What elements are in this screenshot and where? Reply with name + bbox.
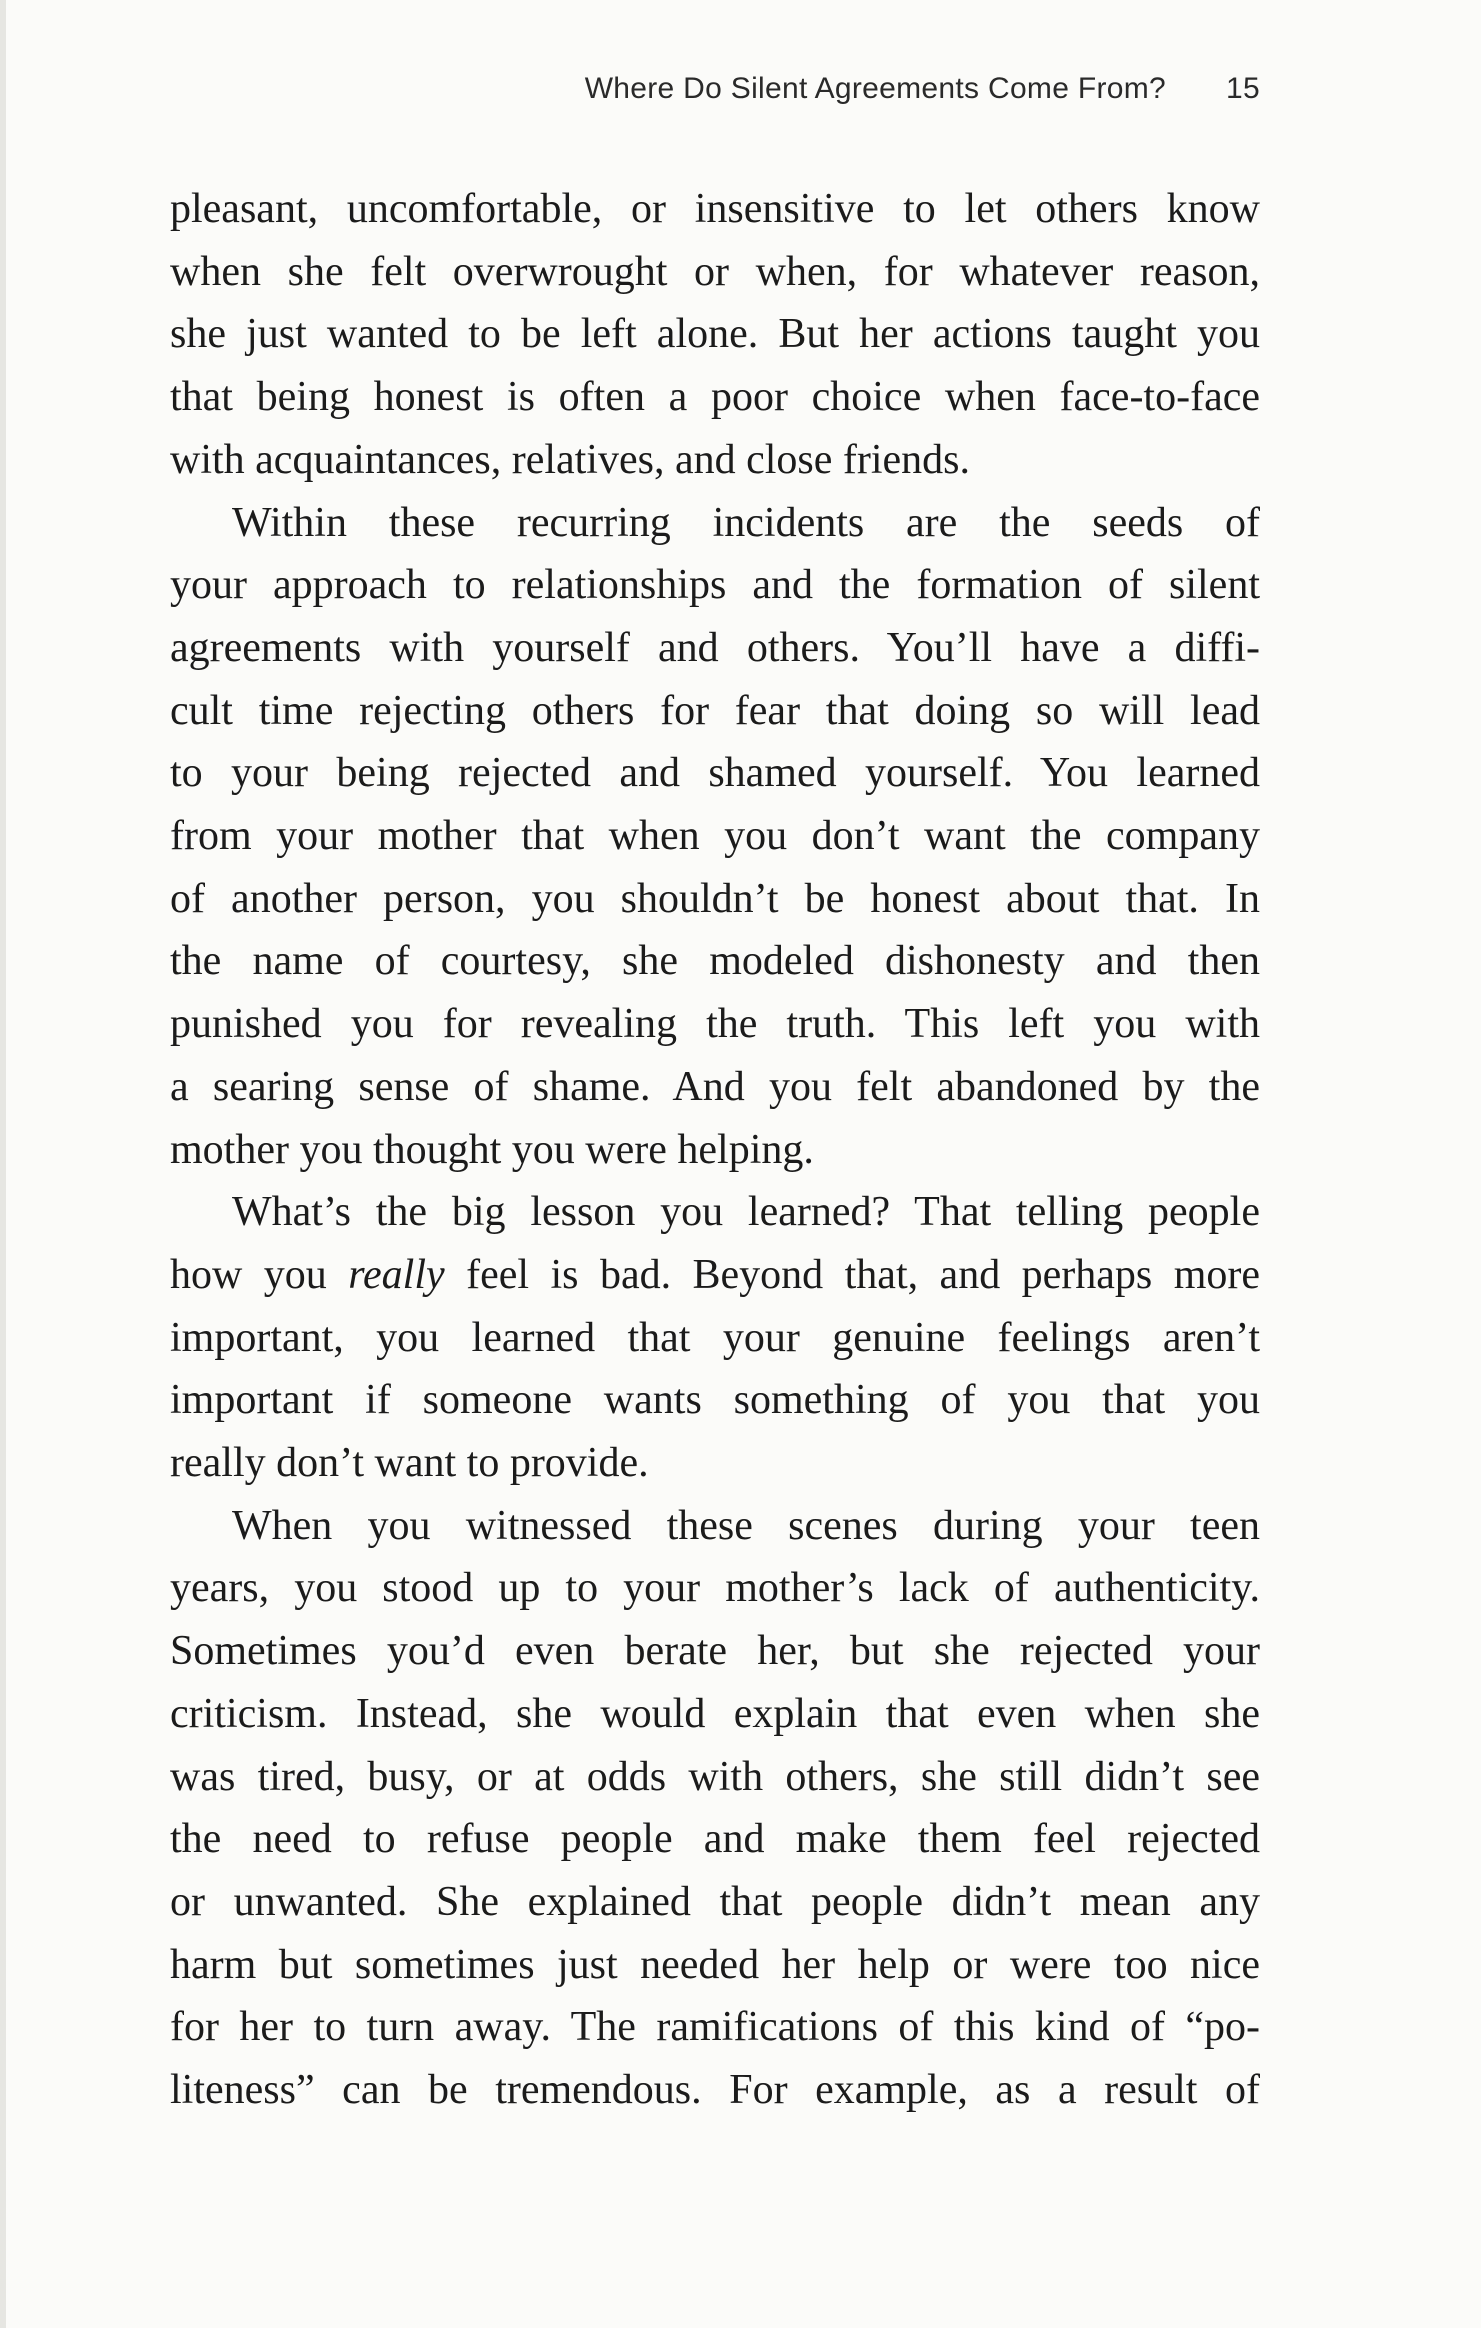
text-line: with acquaintances, relatives, and close friends.	[170, 436, 971, 483]
running-title: Where Do Silent Agreements Come From?	[584, 72, 1167, 105]
text-line: When you witnessed these scenes during your teen	[232, 1502, 1260, 1549]
text-line: important, you learned that your genuine feelings aren’t	[170, 1314, 1260, 1361]
text-line: pleasant, uncomfortable, or insensitive to let others know	[170, 186, 1260, 232]
text-line: for her to turn away. The ramifications of this kind of “po-	[170, 2004, 1260, 2051]
text-line: a searing sense of shame. And you felt abandoned by the	[170, 1063, 1260, 1110]
text-line: the name of courtesy, she modeled dishonesty and then	[170, 938, 1260, 985]
paragraph-3	[170, 1181, 1260, 1495]
text-fragment: how you	[170, 1251, 349, 1298]
text-line: of another person, you shouldn’t be honest about that. In	[170, 875, 1260, 922]
text-line-with-emphasis	[170, 1244, 1260, 1307]
emphasis-really: really	[348, 1251, 445, 1298]
running-head	[170, 64, 1260, 114]
scan-gutter-shadow	[0, 0, 6, 2328]
text-line: really don’t want to provide.	[170, 1440, 649, 1487]
text-line: that being honest is often a poor choice when face-to-face	[170, 374, 1260, 421]
text-line: liteness” can be tremendous. For example, as a result of	[170, 2067, 1260, 2114]
paragraph-1	[170, 178, 1260, 492]
paragraph-4	[170, 1495, 1260, 2122]
text-line: the need to refuse people and make them feel rejected	[170, 1816, 1260, 1863]
text-line: was tired, busy, or at odds with others, she still didn’t see	[170, 1753, 1260, 1800]
text-line: mother you thought you were helping.	[170, 1126, 814, 1173]
body-text	[170, 178, 1260, 2122]
text-line: or unwanted. She explained that people didn’t mean any	[170, 1878, 1260, 1925]
text-line: punished you for revealing the truth. This left you with	[170, 1001, 1260, 1048]
text-line: agreements with yourself and others. You’ll have a diffi-	[170, 624, 1260, 671]
text-line: from your mother that when you don’t want the company	[170, 813, 1260, 860]
text-line: harm but sometimes just needed her help or were too nice	[170, 1941, 1260, 1988]
text-line: What’s the big lesson you learned? That telling people	[232, 1189, 1260, 1236]
paragraph-2	[170, 492, 1260, 1182]
text-line: important if someone wants something of you that you	[170, 1377, 1260, 1424]
page-number: 15	[1226, 72, 1260, 105]
text-line: years, you stood up to your mother’s lack of authenticity.	[170, 1565, 1260, 1612]
text-line: to your being rejected and shamed yourself. You learned	[170, 750, 1260, 797]
text-line: Within these recurring incidents are the seeds of	[232, 499, 1260, 546]
text-fragment: feel is bad. Beyond that, and perhaps more	[444, 1251, 1260, 1298]
text-line: cult time rejecting others for fear that doing so will lead	[170, 687, 1260, 734]
text-line: your approach to relationships and the formation of silent	[170, 562, 1260, 609]
text-line: Sometimes you’d even berate her, but she rejected your	[170, 1628, 1260, 1675]
text-line: she just wanted to be left alone. But her actions taught you	[170, 311, 1260, 358]
text-line: when she felt overwrought or when, for whatever reason,	[170, 248, 1260, 295]
text-line: criticism. Instead, she would explain that even when she	[170, 1690, 1260, 1737]
